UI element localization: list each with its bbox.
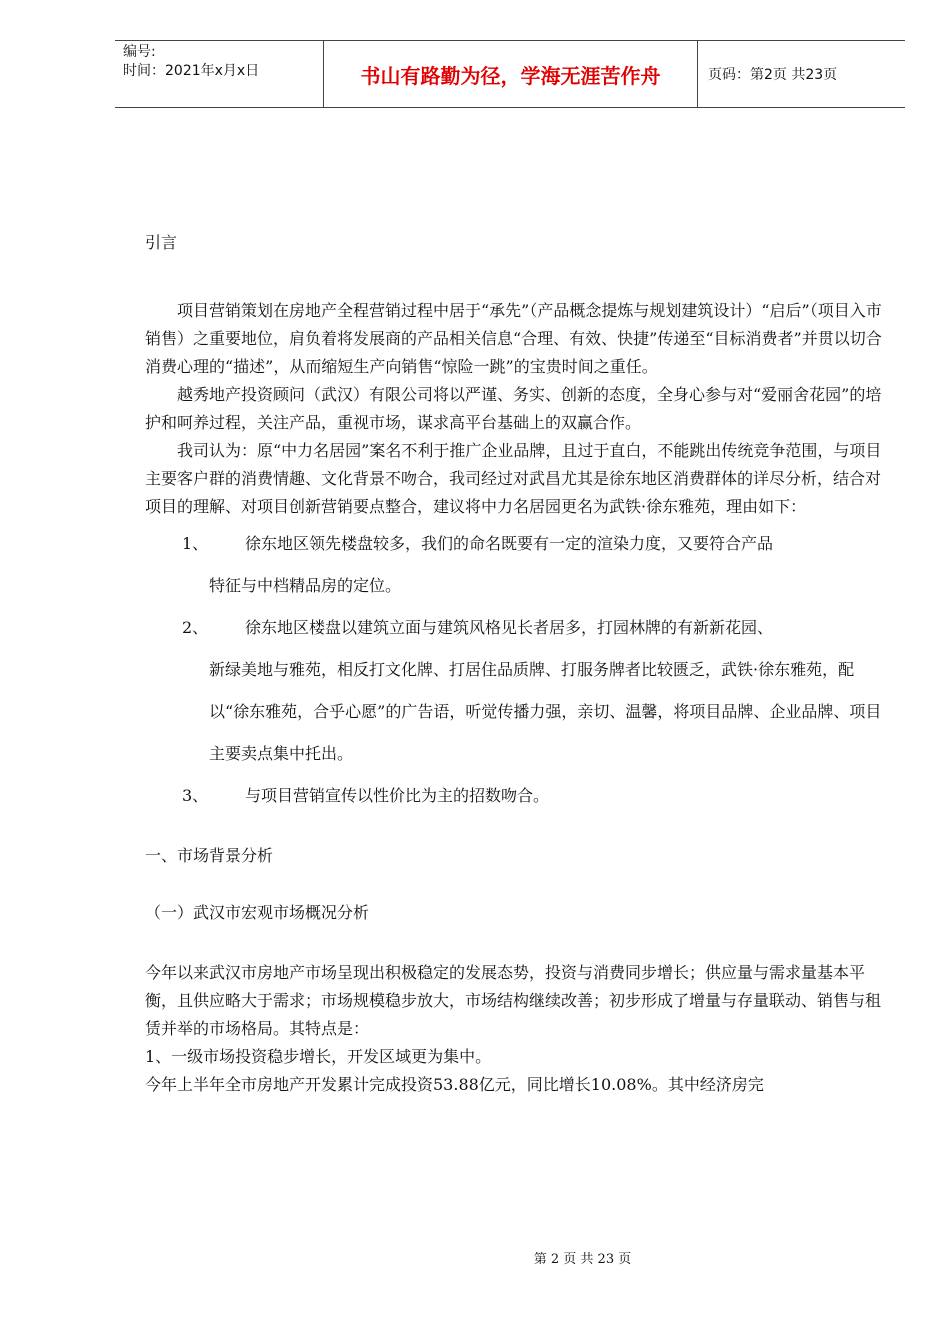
page-footer [0, 1248, 950, 1267]
document-body [145, 230, 885, 1099]
serial-label: 编号: [123, 44, 156, 60]
reasons-list [145, 523, 885, 817]
header-page-label: 页码：第2页 共23页 [708, 67, 838, 83]
section-1-paragraph-3: 今年上半年全市房地产开发累计完成投资53.88亿元，同比增长10.08%。其中经济房完 [145, 1075, 764, 1094]
list-number: 1、 [182, 534, 209, 553]
footer-page-number: 第 2 页 共 23 页 [533, 1252, 632, 1267]
intro-paragraph-1: 项目营销策划在房地产全程营销过程中居于“承先”（产品概念提炼与规划建筑设计）“启后”（项目入市销售）之重要地位，肩负着将发展商的产品相关信息“合理、有效、快捷”传递至“目标消费者”并贯以切合消费心理的“描述”，从而缩短生产向销售“惊险一跳”的宝贵时间之重任。 [145, 301, 882, 376]
section-1-paragraph-1: 今年以来武汉市房地产市场呈现出积极稳定的发展态势，投资与消费同步增长；供应量与需求量基本平衡，且供应略大于需求；市场规模稳步放大，市场结构继续改善；初步形成了增量与存量联动、销售与租赁并举的市场格局。其特点是： [145, 963, 882, 1038]
intro-paragraph-3: 我司认为：原“中力名居园”案名不利于推广企业品牌，且过于直白，不能跳出传统竞争范围，与项目主要客户群的消费情趣、文化背景不吻合，我司经过对武昌尤其是徐东地区消费群体的详尽分析，结合对项目的理解、对项目创新营销要点整合，建议将中力名居园更名为武铁·徐东雅苑，理由如下： [145, 441, 882, 516]
list-text [209, 607, 885, 775]
header-motto: 书山有路勤为径，学海无涯苦作舟 [324, 41, 698, 107]
list-item [145, 523, 885, 607]
list-number: 2、 [182, 618, 209, 637]
time-label: 时间：2021年x月x日 [123, 63, 260, 79]
header-meta [115, 41, 324, 107]
list-number: 3、 [182, 786, 209, 805]
list-text [245, 775, 885, 817]
list-item [145, 775, 885, 817]
list-text-rest: 特征与中档精品房的定位。 [209, 576, 402, 595]
list-text-first: 徐东地区楼盘以建筑立面与建筑风格见长者居多，打园林牌的有新新花园、 [245, 618, 774, 637]
list-text-first: 与项目营销宣传以性价比为主的招数吻合。 [245, 786, 550, 805]
list-item [145, 607, 885, 775]
list-text-rest: 新绿美地与雅苑，相反打文化牌、打居住品质牌、打服务牌者比较匮乏，武铁·徐东雅苑，配以“徐东雅苑，合乎心愿”的广告语，听觉传播力强，亲切、温馨，将项目品牌、企业品牌、项目主要卖点集中托出。 [209, 660, 882, 763]
intro-title: 引言 [145, 233, 178, 252]
section-1-title: 一、市场背景分析 [145, 846, 274, 865]
page-header [115, 40, 905, 108]
section-1-sub-title: （一）武汉市宏观市场概况分析 [145, 903, 370, 922]
list-text [209, 523, 885, 607]
section-1-paragraph-2: 1、一级市场投资稳步增长，开发区域更为集中。 [145, 1047, 492, 1066]
intro-paragraph-2: 越秀地产投资顾问（武汉）有限公司将以严谨、务实、创新的态度，全身心参与对“爱丽舍花园”的培护和呵养过程，关注产品，重视市场，谋求高平台基础上的双赢合作。 [145, 385, 882, 432]
list-text-first: 徐东地区领先楼盘较多，我们的命名既要有一定的渲染力度，又要符合产品 [245, 534, 774, 553]
